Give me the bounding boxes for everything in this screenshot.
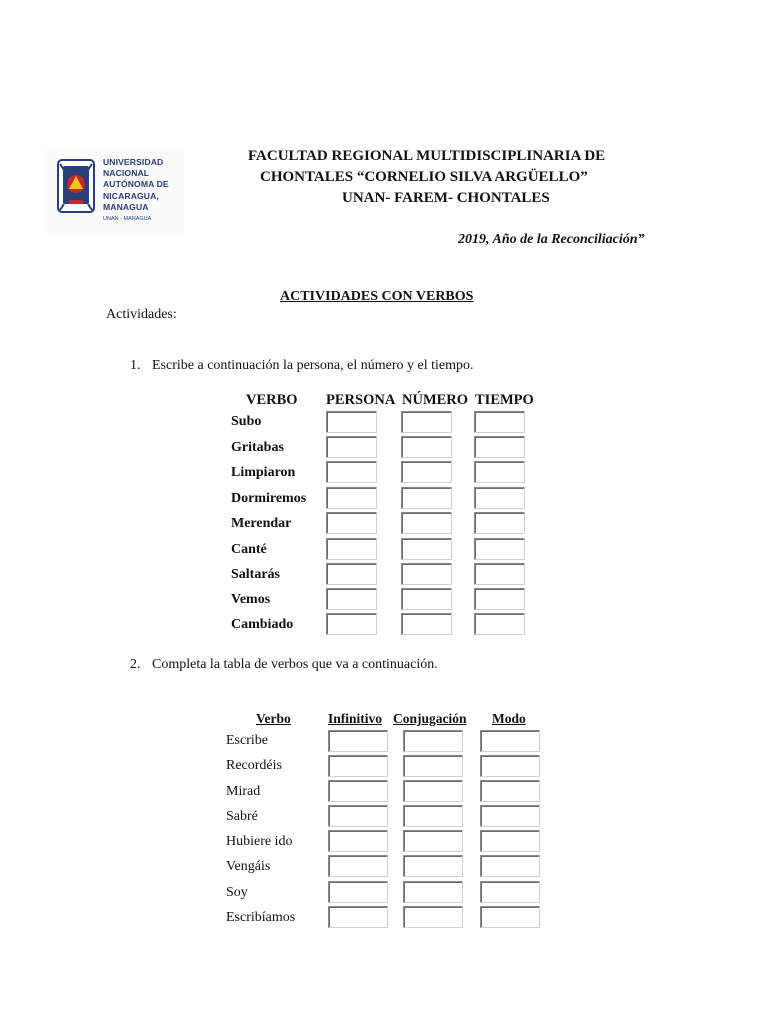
ex1-header-tiempo: TIEMPO [475, 392, 534, 408]
logo-line: AUTÓNOMA DE [103, 179, 169, 190]
ex2-conjugacion-input[interactable] [403, 780, 463, 802]
ex2-row-label: Hubiere ido [226, 834, 293, 849]
ex1-numero-input[interactable] [401, 512, 452, 534]
ex2-infinitivo-input[interactable] [328, 780, 388, 802]
ex1-numero-input[interactable] [401, 411, 452, 433]
ex1-persona-input[interactable] [326, 588, 377, 610]
ex1-header-verbo: VERBO [246, 392, 298, 408]
ex2-modo-input[interactable] [480, 881, 540, 903]
ex2-row-label: Recordéis [226, 758, 282, 773]
ex1-persona-input[interactable] [326, 487, 377, 509]
ex1-row-label: Dormiremos [231, 491, 307, 506]
ex2-row-label: Sabré [226, 809, 258, 824]
ex2-conjugacion-input[interactable] [403, 906, 463, 928]
ex2-modo-input[interactable] [480, 830, 540, 852]
ex1-row-label: Saltarás [231, 567, 280, 582]
faculty-name-line1: FACULTAD REGIONAL MULTIDISCIPLINARIA DE [248, 148, 606, 164]
ex2-infinitivo-input[interactable] [328, 755, 388, 777]
ex2-row-label: Mirad [226, 784, 261, 799]
ex1-tiempo-input[interactable] [474, 538, 525, 560]
exercise1-number: 1. [130, 358, 141, 373]
ex1-row-label: Subo [231, 414, 262, 429]
ex1-row-label: Gritabas [231, 440, 284, 455]
logo-text [103, 157, 169, 213]
faculty-acronym: UNAN- FAREM- CHONTALES [342, 190, 550, 206]
ex1-row-label: Canté [231, 542, 267, 557]
ex2-modo-input[interactable] [480, 805, 540, 827]
ex2-modo-input[interactable] [480, 906, 540, 928]
ex1-tiempo-input[interactable] [474, 613, 525, 635]
ex2-conjugacion-input[interactable] [403, 805, 463, 827]
ex1-persona-input[interactable] [326, 613, 377, 635]
ex2-row-label: Escribíamos [226, 910, 296, 925]
ex2-conjugacion-input[interactable] [403, 755, 463, 777]
ex2-infinitivo-input[interactable] [328, 730, 388, 752]
ex1-persona-input[interactable] [326, 411, 377, 433]
ex1-tiempo-input[interactable] [474, 487, 525, 509]
ex1-persona-input[interactable] [326, 512, 377, 534]
logo-line: UNIVERSIDAD [103, 157, 164, 167]
ex1-numero-input[interactable] [401, 563, 452, 585]
ex1-header-numero: NÚMERO [402, 392, 469, 408]
ex1-tiempo-input[interactable] [474, 436, 525, 458]
ex2-modo-input[interactable] [480, 755, 540, 777]
ex1-row-label: Cambiado [231, 617, 294, 632]
logo-subtitle: UNAN - MANAGUA [103, 216, 152, 222]
ex1-numero-input[interactable] [401, 588, 452, 610]
exercise2-instruction: Completa la tabla de verbos que va a continuación. [152, 657, 438, 672]
faculty-name-line2: CHONTALES “CORNELIO SILVA ARGÜELLO” [260, 169, 588, 185]
ex2-modo-input[interactable] [480, 780, 540, 802]
ex2-infinitivo-input[interactable] [328, 830, 388, 852]
page-title: ACTIVIDADES CON VERBOS [280, 289, 474, 304]
ex1-persona-input[interactable] [326, 563, 377, 585]
ex1-persona-input[interactable] [326, 461, 377, 483]
ex1-tiempo-input[interactable] [474, 512, 525, 534]
ex2-infinitivo-input[interactable] [328, 855, 388, 877]
exercise2-number: 2. [130, 657, 141, 672]
ex2-infinitivo-input[interactable] [328, 906, 388, 928]
ex1-tiempo-input[interactable] [474, 461, 525, 483]
ex1-numero-input[interactable] [401, 487, 452, 509]
ex2-conjugacion-input[interactable] [403, 830, 463, 852]
ex2-conjugacion-input[interactable] [403, 730, 463, 752]
ex1-row-label: Vemos [231, 592, 271, 607]
ex1-persona-input[interactable] [326, 436, 377, 458]
ex2-modo-input[interactable] [480, 730, 540, 752]
ex2-row-label: Soy [226, 885, 248, 900]
ex2-header-modo: Modo [492, 711, 526, 726]
ex1-persona-input[interactable] [326, 538, 377, 560]
logo-line: NACIONAL [103, 168, 150, 179]
activities-label: Actividades: [106, 307, 177, 322]
ex2-row-label: Escribe [226, 733, 268, 748]
ex2-modo-input[interactable] [480, 855, 540, 877]
university-logo [46, 148, 184, 234]
exercise1-instruction: Escribe a continuación la persona, el número y el tiempo. [152, 358, 474, 373]
ex1-tiempo-input[interactable] [474, 411, 525, 433]
ex2-header-infinitivo: Infinitivo [328, 711, 383, 726]
ex1-tiempo-input[interactable] [474, 588, 525, 610]
ex2-header-verbo: Verbo [256, 711, 291, 726]
ex1-numero-input[interactable] [401, 436, 452, 458]
ex2-header-conjugacion: Conjugación [393, 711, 467, 726]
ex2-infinitivo-input[interactable] [328, 805, 388, 827]
ex1-numero-input[interactable] [401, 538, 452, 560]
logo-line: NICARAGUA, [103, 190, 159, 201]
ex1-tiempo-input[interactable] [474, 563, 525, 585]
ex1-header-persona: PERSONA [326, 392, 396, 408]
ex1-numero-input[interactable] [401, 613, 452, 635]
ex2-conjugacion-input[interactable] [403, 881, 463, 903]
ex2-row-label: Vengáis [226, 859, 271, 874]
logo-line: MANAGUA [103, 201, 149, 212]
ex2-infinitivo-input[interactable] [328, 881, 388, 903]
ex1-row-label: Limpiaron [231, 465, 296, 480]
ex1-numero-input[interactable] [401, 461, 452, 483]
ex1-row-label: Merendar [231, 516, 292, 531]
ex2-conjugacion-input[interactable] [403, 855, 463, 877]
year-motto: 2019, Año de la Reconciliación” [458, 232, 645, 247]
university-seal-icon [54, 156, 98, 218]
